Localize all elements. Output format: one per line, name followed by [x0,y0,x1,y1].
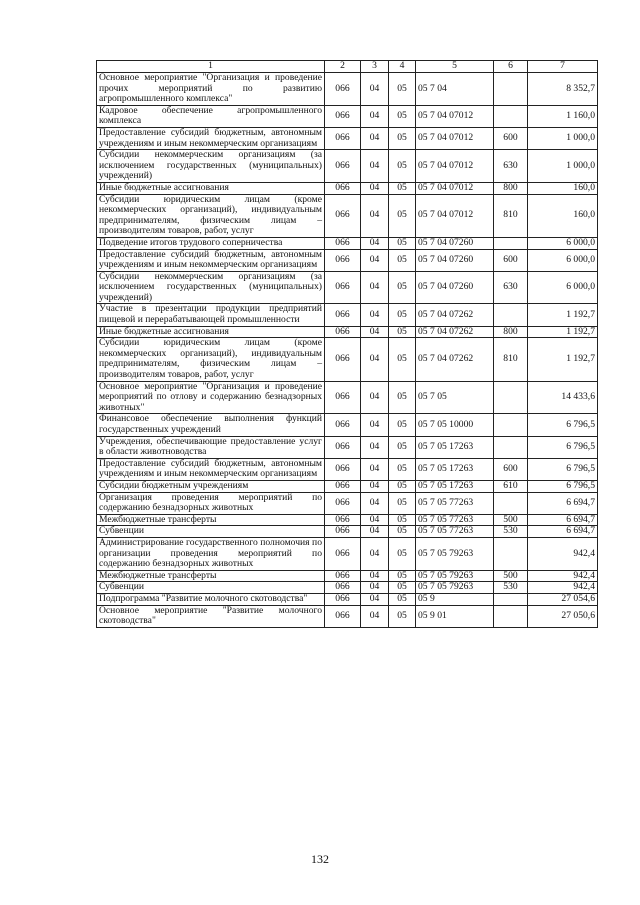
target-article-cell: 05 7 04 07012 [416,150,494,183]
subsection-code-cell: 05 [389,436,416,458]
target-article-cell: 05 7 05 17263 [416,436,494,458]
admin-code-cell: 066 [325,526,361,538]
header-cell: 2 [325,61,361,73]
section-code-cell: 04 [361,105,389,127]
section-code-cell: 04 [361,537,389,570]
item-name-cell: Субсидии бюджетным учреждениям [97,480,325,492]
amount-cell: 1 192,7 [528,304,598,326]
amount-cell: 1 000,0 [528,150,598,183]
expense-type-cell [494,381,528,414]
subsection-code-cell: 05 [389,414,416,436]
section-code-cell: 04 [361,582,389,594]
target-article-cell: 05 7 04 07012 [416,182,494,194]
section-code-cell: 04 [361,570,389,582]
expense-type-cell: 630 [494,150,528,183]
expense-type-cell: 500 [494,570,528,582]
header-cell: 6 [494,61,528,73]
item-name-cell: Предоставление субсидий бюджетным, автономным учреждениям и иным некоммерческим организациям [97,249,325,271]
expense-type-cell: 800 [494,182,528,194]
amount-cell: 1 192,7 [528,326,598,338]
expense-type-cell [494,593,528,605]
admin-code-cell: 066 [325,605,361,627]
amount-cell: 1 192,7 [528,338,598,381]
section-code-cell: 04 [361,605,389,627]
table-row [97,150,598,183]
admin-code-cell: 066 [325,593,361,605]
table-row [97,480,598,492]
table-row [97,304,598,326]
expense-type-cell: 630 [494,271,528,304]
section-code-cell: 04 [361,304,389,326]
section-code-cell: 04 [361,514,389,526]
amount-cell: 8 352,7 [528,73,598,106]
expense-type-cell [494,237,528,249]
item-name-cell: Субвенции [97,582,325,594]
amount-cell: 160,0 [528,182,598,194]
amount-cell: 14 433,6 [528,381,598,414]
section-code-cell: 04 [361,326,389,338]
amount-cell: 942,4 [528,582,598,594]
table-row [97,182,598,194]
subsection-code-cell: 05 [389,514,416,526]
subsection-code-cell: 05 [389,237,416,249]
expense-type-cell: 810 [494,194,528,237]
subsection-code-cell: 05 [389,458,416,480]
amount-cell: 27 054,6 [528,593,598,605]
table-row [97,237,598,249]
target-article-cell: 05 7 04 07012 [416,194,494,237]
subsection-code-cell: 05 [389,582,416,594]
header-cell: 1 [97,61,325,73]
target-article-cell: 05 7 05 10000 [416,414,494,436]
amount-cell: 6 796,5 [528,458,598,480]
admin-code-cell: 066 [325,492,361,514]
admin-code-cell: 066 [325,326,361,338]
target-article-cell: 05 7 05 17263 [416,480,494,492]
item-name-cell: Предоставление субсидий бюджетным, автономным учреждениям и иным некоммерческим организациям [97,458,325,480]
item-name-cell: Субсидии юридическим лицам (кроме некоммерческих организаций), индивидуальным предпринимателям, физическим лицам – производителям товаров, работ, услуг [97,194,325,237]
table-row [97,326,598,338]
expense-type-cell: 600 [494,458,528,480]
table-row [97,381,598,414]
subsection-code-cell: 05 [389,105,416,127]
expense-type-cell: 600 [494,249,528,271]
expense-type-cell [494,492,528,514]
subsection-code-cell: 05 [389,605,416,627]
target-article-cell: 05 7 05 79263 [416,537,494,570]
item-name-cell: Участие в презентации продукции предприятий пищевой и перерабатывающей промышленности [97,304,325,326]
target-article-cell: 05 7 04 07260 [416,249,494,271]
target-article-cell: 05 7 04 07262 [416,326,494,338]
admin-code-cell: 066 [325,271,361,304]
target-article-cell: 05 7 05 77263 [416,514,494,526]
section-code-cell: 04 [361,526,389,538]
table-row [97,605,598,627]
amount-cell: 6 000,0 [528,249,598,271]
table-row [97,414,598,436]
target-article-cell: 05 7 04 07012 [416,127,494,149]
section-code-cell: 04 [361,338,389,381]
table-row [97,436,598,458]
item-name-cell: Субсидии некоммерческим организациям (за исключением государственных (муниципальных) учреждений) [97,271,325,304]
section-code-cell: 04 [361,150,389,183]
admin-code-cell: 066 [325,537,361,570]
admin-code-cell: 066 [325,514,361,526]
amount-cell: 1 160,0 [528,105,598,127]
admin-code-cell: 066 [325,304,361,326]
subsection-code-cell: 05 [389,381,416,414]
target-article-cell: 05 9 01 [416,605,494,627]
expense-type-cell [494,304,528,326]
admin-code-cell: 066 [325,582,361,594]
subsection-code-cell: 05 [389,150,416,183]
target-article-cell: 05 7 04 07262 [416,304,494,326]
amount-cell: 27 050,6 [528,605,598,627]
expense-type-cell [494,537,528,570]
subsection-code-cell: 05 [389,492,416,514]
item-name-cell: Подпрограмма "Развитие молочного скотоводства" [97,593,325,605]
target-article-cell: 05 7 05 77263 [416,492,494,514]
section-code-cell: 04 [361,271,389,304]
section-code-cell: 04 [361,194,389,237]
amount-cell: 6 000,0 [528,237,598,249]
amount-cell: 6 796,5 [528,436,598,458]
admin-code-cell: 066 [325,73,361,106]
expense-type-cell: 530 [494,582,528,594]
target-article-cell: 05 7 05 79263 [416,582,494,594]
item-name-cell: Субсидии некоммерческим организациям (за исключением государственных (муниципальных) учреждений) [97,150,325,183]
section-code-cell: 04 [361,593,389,605]
subsection-code-cell: 05 [389,526,416,538]
item-name-cell: Кадровое обеспечение агропромышленного комплекса [97,105,325,127]
amount-cell: 160,0 [528,194,598,237]
admin-code-cell: 066 [325,150,361,183]
item-name-cell: Администрирование государственного полномочия по организации проведения мероприятий по содержанию безнадзорных животных [97,537,325,570]
item-name-cell: Основное мероприятие "Организация и проведение прочих мероприятий по развитию агропромышленного комплекса" [97,73,325,106]
item-name-cell: Предоставление субсидий бюджетным, автономным учреждениям и иным некоммерческим организациям [97,127,325,149]
expense-type-cell: 500 [494,514,528,526]
section-code-cell: 04 [361,414,389,436]
admin-code-cell: 066 [325,127,361,149]
expense-type-cell: 800 [494,326,528,338]
amount-cell: 6 000,0 [528,271,598,304]
table-row [97,249,598,271]
table-row [97,514,598,526]
target-article-cell: 05 7 04 07262 [416,338,494,381]
item-name-cell: Межбюджетные трансферты [97,514,325,526]
target-article-cell: 05 7 05 77263 [416,526,494,538]
target-article-cell: 05 7 04 07012 [416,105,494,127]
expense-type-cell [494,73,528,106]
section-code-cell: 04 [361,249,389,271]
expense-type-cell: 600 [494,127,528,149]
table-row [97,593,598,605]
table-row [97,492,598,514]
item-name-cell: Субсидии юридическим лицам (кроме некоммерческих организаций), индивидуальным предпринимателям, физическим лицам – производителям товаров, работ, услуг [97,338,325,381]
section-code-cell: 04 [361,73,389,106]
section-code-cell: 04 [361,480,389,492]
table-row [97,526,598,538]
admin-code-cell: 066 [325,381,361,414]
section-code-cell: 04 [361,237,389,249]
admin-code-cell: 066 [325,436,361,458]
section-code-cell: 04 [361,127,389,149]
table-row [97,105,598,127]
subsection-code-cell: 05 [389,537,416,570]
subsection-code-cell: 05 [389,127,416,149]
section-code-cell: 04 [361,381,389,414]
expense-type-cell: 530 [494,526,528,538]
budget-table [96,60,598,628]
header-cell: 7 [528,61,598,73]
admin-code-cell: 066 [325,105,361,127]
page-number: 132 [311,852,329,866]
subsection-code-cell: 05 [389,73,416,106]
header-row [97,61,598,73]
admin-code-cell: 066 [325,182,361,194]
amount-cell: 6 796,5 [528,480,598,492]
table-row [97,127,598,149]
admin-code-cell: 066 [325,237,361,249]
target-article-cell: 05 7 05 17263 [416,458,494,480]
subsection-code-cell: 05 [389,182,416,194]
subsection-code-cell: 05 [389,271,416,304]
section-code-cell: 04 [361,436,389,458]
header-cell: 3 [361,61,389,73]
subsection-code-cell: 05 [389,304,416,326]
section-code-cell: 04 [361,182,389,194]
target-article-cell: 05 9 [416,593,494,605]
admin-code-cell: 066 [325,194,361,237]
table-row [97,338,598,381]
item-name-cell: Субвенции [97,526,325,538]
amount-cell: 6 694,7 [528,514,598,526]
amount-cell: 6 694,7 [528,492,598,514]
target-article-cell: 05 7 04 [416,73,494,106]
expense-type-cell [494,414,528,436]
admin-code-cell: 066 [325,480,361,492]
target-article-cell: 05 7 05 79263 [416,570,494,582]
expense-type-cell: 810 [494,338,528,381]
amount-cell: 6 796,5 [528,414,598,436]
subsection-code-cell: 05 [389,570,416,582]
subsection-code-cell: 05 [389,593,416,605]
table-row [97,570,598,582]
item-name-cell: Финансовое обеспечение выполнения функций государственных учреждений [97,414,325,436]
item-name-cell: Иные бюджетные ассигнования [97,326,325,338]
expense-type-cell [494,105,528,127]
admin-code-cell: 066 [325,249,361,271]
item-name-cell: Основное мероприятие "Развитие молочного скотоводства" [97,605,325,627]
section-code-cell: 04 [361,458,389,480]
subsection-code-cell: 05 [389,326,416,338]
subsection-code-cell: 05 [389,249,416,271]
target-article-cell: 05 7 05 [416,381,494,414]
item-name-cell: Основное мероприятие "Организация и проведение мероприятий по отлову и содержанию безнадзорных животных" [97,381,325,414]
item-name-cell: Организация проведения мероприятий по содержанию безнадзорных животных [97,492,325,514]
table-row [97,271,598,304]
target-article-cell: 05 7 04 07260 [416,237,494,249]
subsection-code-cell: 05 [389,480,416,492]
table-row [97,582,598,594]
expense-type-cell [494,605,528,627]
item-name-cell: Иные бюджетные ассигнования [97,182,325,194]
amount-cell: 6 694,7 [528,526,598,538]
amount-cell: 942,4 [528,537,598,570]
admin-code-cell: 066 [325,338,361,381]
table-row [97,458,598,480]
target-article-cell: 05 7 04 07260 [416,271,494,304]
amount-cell: 942,4 [528,570,598,582]
item-name-cell: Учреждения, обеспечивающие предоставление услуг в области животноводства [97,436,325,458]
table-row [97,537,598,570]
item-name-cell: Межбюджетные трансферты [97,570,325,582]
expense-type-cell [494,436,528,458]
table-row [97,194,598,237]
amount-cell: 1 000,0 [528,127,598,149]
admin-code-cell: 066 [325,414,361,436]
subsection-code-cell: 05 [389,194,416,237]
expense-type-cell: 610 [494,480,528,492]
admin-code-cell: 066 [325,570,361,582]
section-code-cell: 04 [361,492,389,514]
header-cell: 4 [389,61,416,73]
admin-code-cell: 066 [325,458,361,480]
header-cell: 5 [416,61,494,73]
table-row [97,73,598,106]
subsection-code-cell: 05 [389,338,416,381]
item-name-cell: Подведение итогов трудового соперничества [97,237,325,249]
